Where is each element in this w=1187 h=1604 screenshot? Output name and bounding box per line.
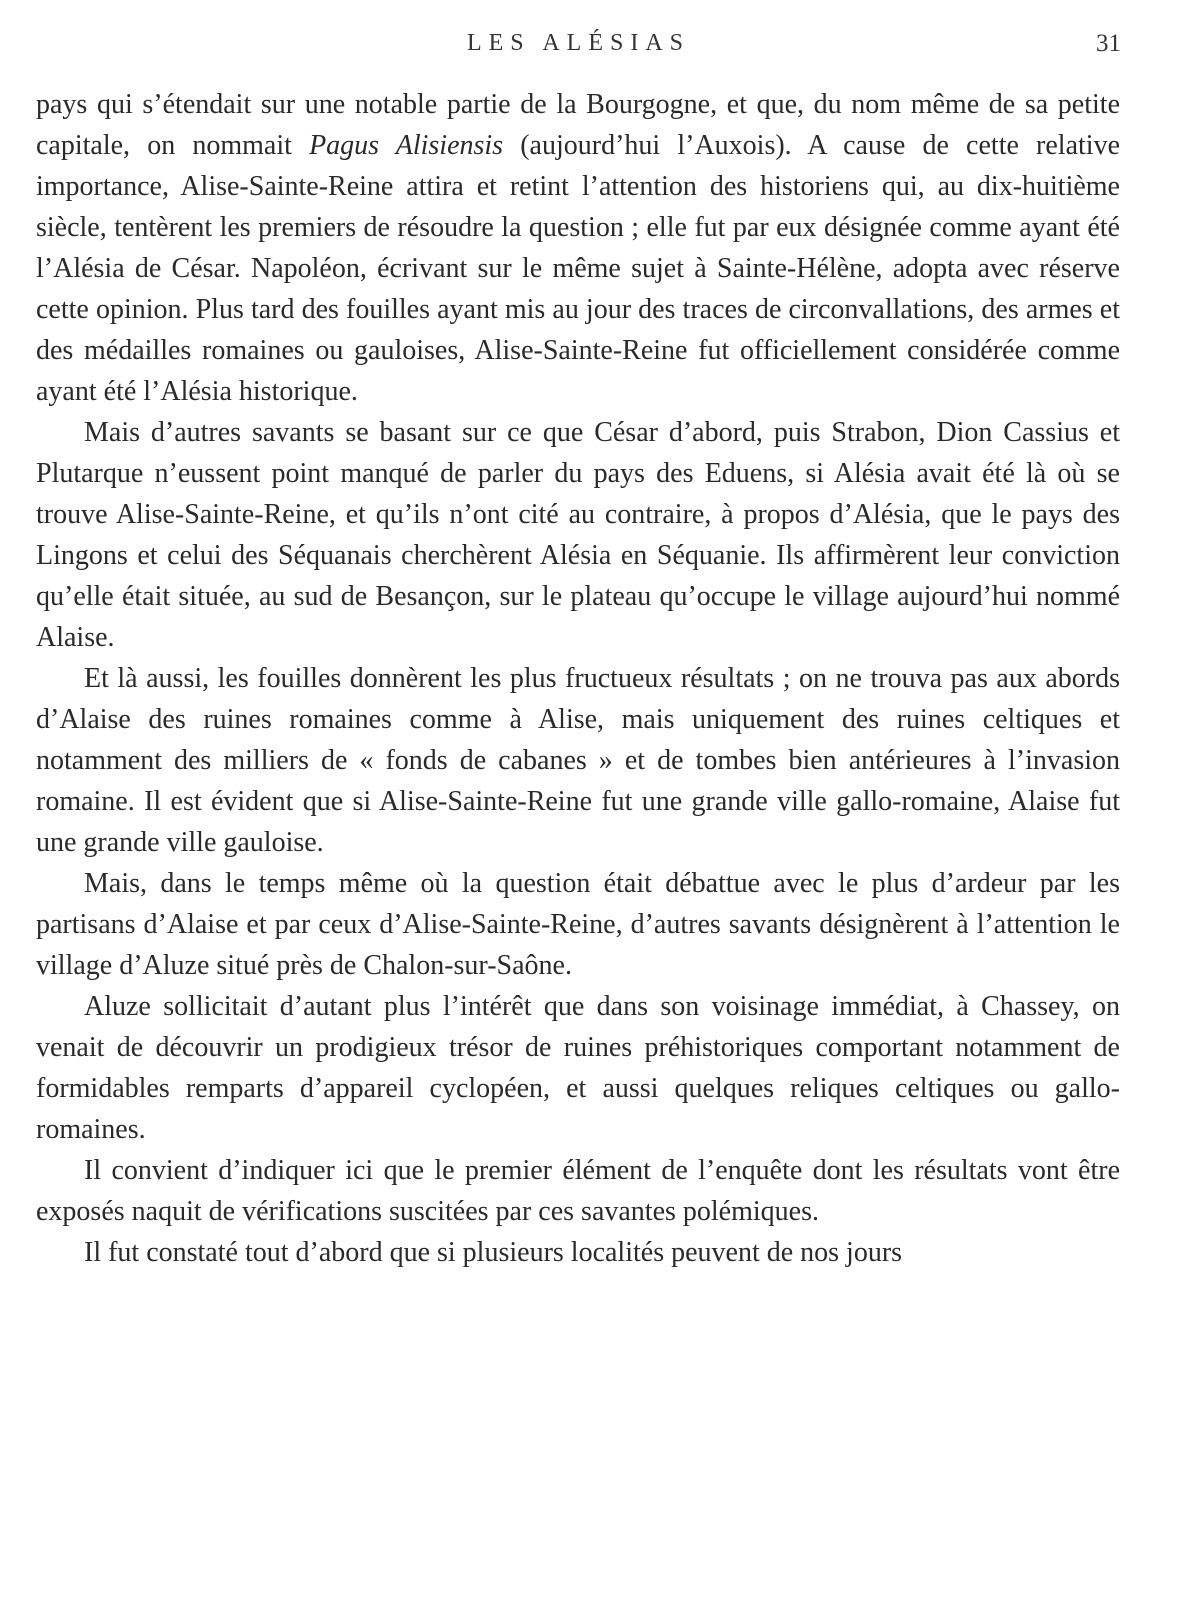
paragraph-2: Mais d’autres savants se basant sur ce que César d’abord, puis Strabon, Dion Cassius et Plutarque n’eussent point manqué de parler du pays des Eduens, si Alésia avait été là où se trouve Alise-Sainte-Reine, et qu’ils n’ont cité au contraire, à propos d’Alésia, que le pays des Lingons et celui des Séquanais cherchèrent Alésia en Séquanie. Ils affirmèrent leur conviction qu’elle était située, au sud de Besançon, sur le plateau qu’occupe le village aujourd’hui nommé Alaise. [36, 417, 1120, 653]
running-title: LES ALÉSIAS [466, 30, 690, 56]
body-text [36, 84, 1120, 1273]
paragraph-3: Et là aussi, les fouilles donnèrent les plus fructueux résultats ; on ne trouva pas aux abords d’Alaise des ruines romaines comme à Alise, mais uniquement des ruines celtiques et notamment des milliers de « fonds de cabanes » et de tombes bien antérieures à l’invasion romaine. Il est évident que si Alise-Sainte-Reine fut une grande ville gallo-romaine, Alaise fut une grande ville gauloise. [36, 663, 1120, 858]
paragraph-6: Il convient d’indiquer ici que le premier élément de l’enquête dont les résultats vont être exposés naquit de vérifications suscitées par ces savantes polémiques. [36, 1155, 1120, 1227]
paragraph-4: Mais, dans le temps même où la question était débattue avec le plus d’ardeur par les partisans d’Alaise et par ceux d’Alise-Sainte-Reine, d’autres savants désignèrent à l’attention le village d’Aluze situé près de Chalon-sur-Saône. [36, 868, 1120, 981]
paragraph-1 [36, 84, 1120, 412]
page-number: 31 [1096, 30, 1121, 57]
italic-term: Pagus Alisiensis [309, 130, 504, 161]
paragraph-5: Aluze sollicitait d’autant plus l’intérêt que dans son voisinage immédiat, à Chassey, on venait de découvrir un prodigieux trésor de ruines préhistoriques comportant notamment de formidables remparts d’appareil cyclopéen, et aussi quelques reliques celtiques ou gallo-romaines. [36, 991, 1120, 1145]
paragraph-7: Il fut constaté tout d’abord que si plusieurs localités peuvent de nos jours [84, 1237, 903, 1268]
running-head [36, 30, 1121, 62]
paragraph-1-part-1: pays qui s’étendait sur une notable partie de la Bourgogne, et que, du nom même de sa petite capitale, on nommait [36, 89, 1120, 161]
paragraph-1-part-2: (aujourd’hui l’Auxois). A cause de cette relative importance, Alise-Sainte-Reine attira et retint l’attention des historiens qui, au dix-huitième siècle, tentèrent les premiers de résoudre la question ; elle fut par eux désignée comme ayant été l’Alésia de César. Napoléon, écrivant sur le même sujet à Sainte-Hélène, adopta avec réserve cette opinion. Plus tard des fouilles ayant mis au jour des traces de circonvallations, des armes et des médailles romaines ou gauloises, Alise-Sainte-Reine fut officiellement considérée comme ayant été l’Alésia historique. [36, 130, 1121, 407]
